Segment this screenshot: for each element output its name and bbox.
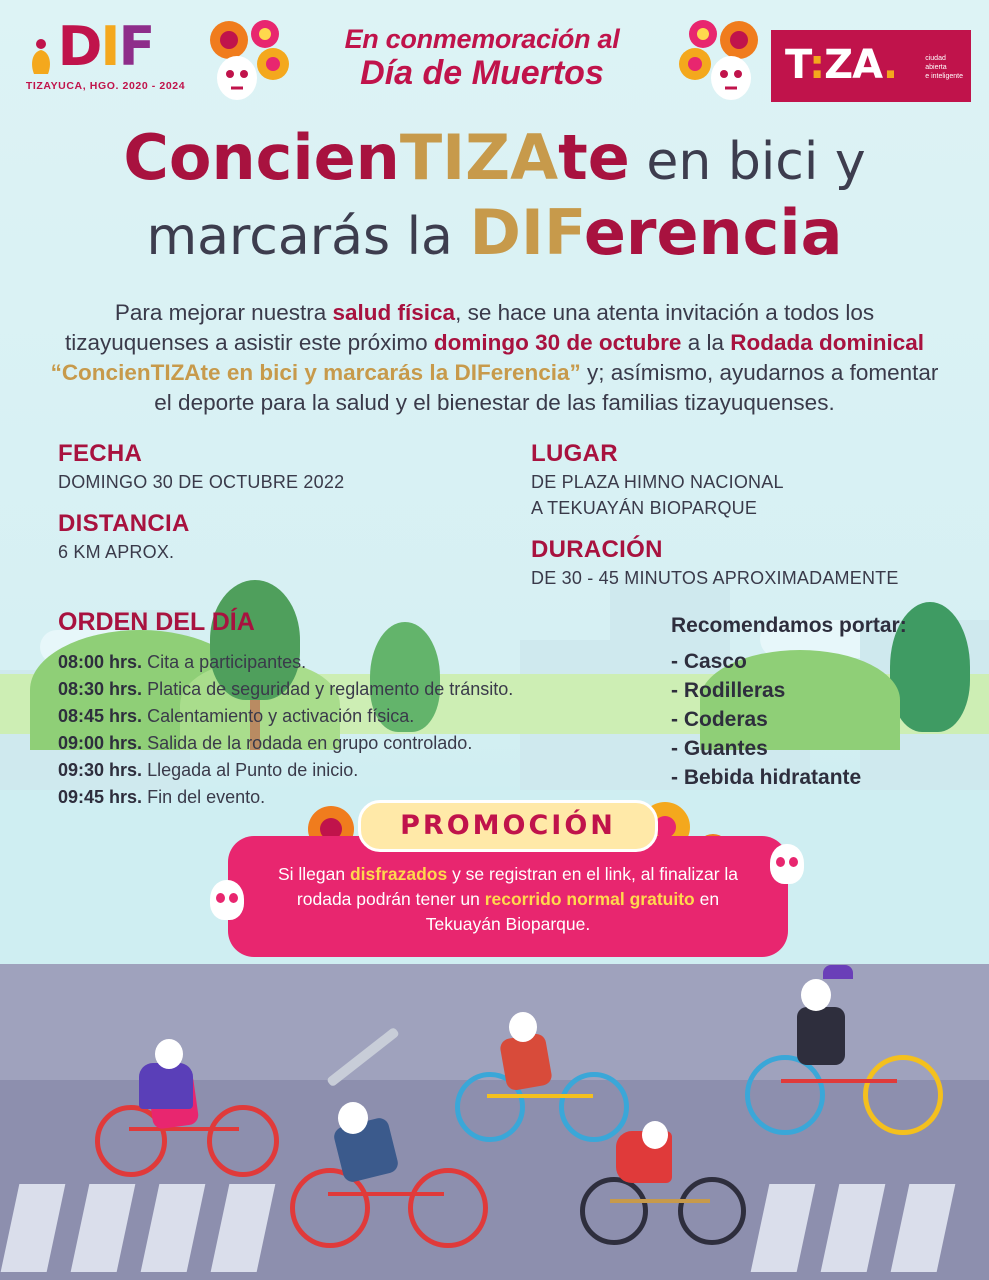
dif-letter-f: F bbox=[118, 15, 154, 78]
bike-frame bbox=[129, 1127, 239, 1131]
cyclist-illustration bbox=[95, 1055, 295, 1175]
rider-head bbox=[155, 1039, 183, 1069]
agenda-item-text: Llegada al Punto de inicio. bbox=[147, 760, 359, 780]
crosswalk-stripe bbox=[211, 1184, 276, 1272]
dif-letter-i: I bbox=[100, 15, 119, 78]
recommendation-item: - Bebida hidratante bbox=[671, 766, 862, 789]
duracion-label: DURACIÓN bbox=[531, 536, 663, 563]
tiza-tagline bbox=[925, 54, 963, 81]
marigold-flowers-icon bbox=[669, 18, 765, 104]
rider-hair bbox=[823, 965, 853, 979]
agenda-section bbox=[0, 590, 989, 811]
poster-title bbox=[0, 121, 989, 272]
rider-head bbox=[338, 1102, 368, 1134]
title-part-erencia: erencia bbox=[583, 196, 843, 269]
sugar-skull-icon bbox=[210, 880, 244, 920]
agenda-item-text: Platica de seguridad y reglamento de tránsito. bbox=[147, 679, 514, 699]
crosswalk-stripe bbox=[1, 1184, 66, 1272]
intro-text-1: Para mejorar nuestra bbox=[114, 300, 333, 325]
intro-bold-rodada: Rodada dominical bbox=[730, 330, 924, 355]
agenda-item-text: Fin del evento. bbox=[147, 787, 266, 807]
agenda-title: ORDEN DEL DÍA bbox=[58, 608, 255, 636]
lugar-label: LUGAR bbox=[531, 440, 618, 467]
tiza-dot: : bbox=[809, 42, 825, 88]
promo-text-1: Si llegan bbox=[277, 864, 350, 884]
rider-cape bbox=[139, 1063, 193, 1109]
recommendations-title: Recomendamos portar: bbox=[671, 614, 907, 637]
intro-text-3: a la bbox=[681, 330, 731, 355]
event-info-left bbox=[58, 440, 528, 564]
crosswalk-stripe bbox=[891, 1184, 956, 1272]
agenda-item-time: 08:00 hrs. bbox=[58, 652, 143, 672]
crosswalk-stripe bbox=[751, 1184, 816, 1272]
title-part-te: te bbox=[558, 121, 630, 194]
commemoration-line-1: En conmemoración al bbox=[344, 24, 620, 54]
title-part-enbici: en bici y bbox=[629, 132, 866, 192]
commemoration-line-2: Día de Muertos bbox=[360, 54, 604, 92]
bike-wheel bbox=[207, 1105, 279, 1177]
promo-text-3: en Tekuayán Bioparque. bbox=[425, 889, 720, 934]
title-part-marcaras: marcarás la bbox=[146, 207, 470, 267]
bike-frame bbox=[328, 1192, 444, 1196]
tiza-tagline-3: e inteligente bbox=[925, 73, 963, 80]
recommendation-item: - Coderas bbox=[671, 708, 768, 731]
duracion-value: DE 30 - 45 MINUTOS APROXIMADAMENTE bbox=[531, 568, 899, 588]
dif-letter-d: D bbox=[57, 15, 101, 78]
title-part-dif: DIF bbox=[469, 196, 584, 269]
dif-subtitle: TIZAYUCA, HGO. 2020 - 2024 bbox=[25, 80, 186, 92]
sugar-skull-icon bbox=[770, 844, 804, 884]
lugar-value-2: A TEKUAYÁN BIOPARQUE bbox=[531, 498, 758, 518]
title-part-concien: Concien bbox=[123, 121, 400, 194]
dif-person-icon bbox=[28, 38, 54, 76]
agenda-item-time: 09:45 hrs. bbox=[58, 787, 143, 807]
rider-body bbox=[797, 1007, 845, 1065]
bike-wheel bbox=[580, 1177, 648, 1245]
promo-highlight-recorrido: recorrido normal gratuito bbox=[484, 889, 695, 909]
agenda-item-text: Salida de la rodada en grupo controlado. bbox=[147, 733, 473, 753]
intro-text-2: , se hace una atenta invitación a todos los tizayuquenses a asistir este próximo bbox=[64, 300, 875, 355]
agenda-item-time: 08:30 hrs. bbox=[58, 679, 143, 699]
fecha-label: FECHA bbox=[58, 440, 143, 467]
crosswalk-stripe bbox=[821, 1184, 886, 1272]
dif-logo bbox=[18, 8, 193, 92]
recommendations-block bbox=[671, 614, 931, 792]
distancia-value: 6 KM APROX. bbox=[58, 542, 175, 562]
promo-highlight-disfrazados: disfrazados bbox=[349, 864, 448, 884]
promo-text-2: y se registran en el link, al finalizar la rodada podrán tener un bbox=[296, 864, 739, 909]
agenda-item-text: Calentamiento y activación física. bbox=[147, 706, 415, 726]
tiza-tagline-1: ciudad bbox=[925, 55, 946, 62]
agenda-item-time: 09:00 hrs. bbox=[58, 733, 143, 753]
title-line-1 bbox=[24, 121, 965, 196]
distancia-label: DISTANCIA bbox=[58, 510, 190, 537]
bike-frame bbox=[487, 1094, 593, 1098]
bike-frame bbox=[781, 1079, 897, 1083]
intro-bold-fecha: domingo 30 de octubre bbox=[433, 330, 682, 355]
marigold-flowers-icon bbox=[203, 18, 299, 104]
tiza-wordmark: T:ZA. bbox=[785, 42, 898, 88]
agenda-item-time: 09:30 hrs. bbox=[58, 760, 143, 780]
fecha-value: DOMINGO 30 DE OCTUBRE 2022 bbox=[58, 472, 345, 492]
bike-wheel bbox=[408, 1168, 488, 1248]
cyclist-illustration bbox=[580, 1125, 760, 1245]
commemoration-banner bbox=[193, 8, 771, 92]
intro-quoted-title: “ConcienTIZAte en bici y marcarás la DIFerencia” bbox=[50, 360, 581, 385]
intro-paragraph bbox=[44, 298, 945, 418]
recommendation-item: - Guantes bbox=[671, 737, 768, 760]
lugar-value-1: DE PLAZA HIMNO NACIONAL bbox=[531, 472, 784, 492]
tiza-tagline-2: abierta bbox=[925, 64, 947, 71]
crosswalk-stripe bbox=[141, 1184, 206, 1272]
title-line-2 bbox=[24, 198, 965, 272]
bike-wheel bbox=[863, 1055, 943, 1135]
intro-text-4: y; asímismo, ayudarnos a fomentar el deporte para la salud y el bienestar de las familias tizayuquenses. bbox=[154, 360, 939, 415]
poster-header bbox=[0, 0, 989, 118]
bike-frame bbox=[610, 1199, 710, 1203]
cyclist-illustration bbox=[745, 985, 960, 1120]
recommendation-item: - Casco bbox=[671, 650, 747, 673]
promo-block bbox=[228, 800, 788, 957]
rider-head bbox=[801, 979, 831, 1011]
rider-head bbox=[509, 1012, 537, 1042]
bike-wheel bbox=[678, 1177, 746, 1245]
recommendation-item: - Rodilleras bbox=[671, 679, 786, 702]
cyclist-illustration bbox=[455, 1020, 645, 1140]
crosswalk-stripe bbox=[71, 1184, 136, 1272]
agenda-item-text: Cita a participantes. bbox=[147, 652, 307, 672]
event-info-right bbox=[531, 440, 931, 590]
rider-head bbox=[642, 1121, 668, 1149]
tiza-logo bbox=[771, 30, 971, 102]
promo-ribbon bbox=[358, 800, 658, 852]
title-part-tiza: TIZA bbox=[399, 121, 559, 194]
bike-wheel bbox=[745, 1055, 825, 1135]
intro-bold-salud: salud física bbox=[332, 300, 456, 325]
agenda-item-time: 08:45 hrs. bbox=[58, 706, 143, 726]
promo-ribbon-label: PROMOCIÓN bbox=[400, 810, 616, 841]
promo-body bbox=[228, 836, 788, 957]
